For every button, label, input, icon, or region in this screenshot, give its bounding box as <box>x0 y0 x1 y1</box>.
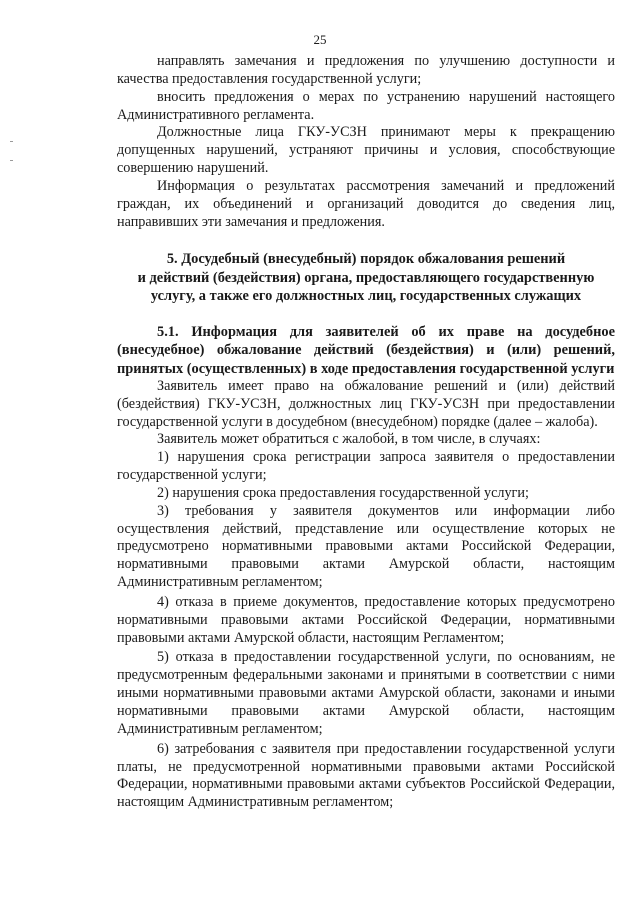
paragraph: направлять замечания и предложения по улучшению доступности и качества предоставления государственной услуги; <box>117 53 615 87</box>
list-item: 1) нарушения срока регистрации запроса заявителя о предоставлении государственной услуги; <box>117 449 615 484</box>
section-heading-line: услугу, а также его должностных лиц, государственных служащих <box>150 288 582 305</box>
document-body <box>117 53 615 812</box>
page-number: 25 <box>313 32 327 47</box>
list-item: 4) отказа в приеме документов, предоставление которых предусмотрено нормативными правовыми актами Российской Федерации, нормативными правовыми актами Амурской области, настоящим Регламентом; <box>117 593 615 646</box>
paragraph: Заявитель может обратиться с жалобой, в том числе, в случаях: <box>157 431 541 448</box>
list-item: 5) отказа в предоставлении государственной услуги, по основаниям, не предусмотренным федеральными законами и принятыми в соответствии с ними иными нормативными правовыми актами Амурской области, законами и иными нормативными правовыми актами Амурской области, настоящим Административным регламентом; <box>117 649 615 737</box>
paragraph: вносить предложения о мерах по устранению нарушений настоящего Административного регламента. <box>117 88 615 123</box>
list-item: 6) затребования с заявителя при предоставлении государственной услуги платы, не предусмотренной нормативными правовыми актами Российской Федерации, нормативными правовыми актами субъектов Российской Федерации, настоящим Административным регламентом; <box>117 740 615 811</box>
section-heading-line: 5. Досудебный (внесудебный) порядок обжалования решений <box>166 251 566 268</box>
section-heading-line: и действий (бездействия) органа, предоставляющего государственную <box>137 269 595 286</box>
list-item: 3) требования у заявителя документов или информации либо осуществления действий, представление или осуществление которых не предусмотрено нормативными правовыми актами Российской Федерации, нормативными правовыми актами Амурской области, настоящим Административным регламентом; <box>117 502 615 591</box>
margin-mark <box>10 160 13 161</box>
paragraph: Заявитель имеет право на обжалование решений и (или) действий (бездействия) ГКУ-УСЗН, должностных лиц ГКУ-УСЗН при предоставлении государственной услуги в досудебном (внесудебном) порядке (далее – жалоба). <box>117 377 615 430</box>
list-item: 2) нарушения срока предоставления государственной услуги; <box>157 484 529 501</box>
section-heading <box>117 250 615 306</box>
paragraph: Информация о результатах рассмотрения замечаний и предложений граждан, их объединений и организаций доводится до сведения лиц, направивших эти замечания и предложения. <box>117 177 615 230</box>
margin-mark <box>10 141 13 142</box>
subsection-heading: 5.1. Информация для заявителей об их праве на досудебное (внесудебное) обжалование действий (бездействия) и (или) решений, принятых (осуществленных) в ходе предоставления государственной услуги <box>117 323 615 377</box>
paragraph: Должностные лица ГКУ-УСЗН принимают меры к прекращению допущенных нарушений, устраняют причины и условия, способствующие совершению нарушений. <box>117 124 615 177</box>
